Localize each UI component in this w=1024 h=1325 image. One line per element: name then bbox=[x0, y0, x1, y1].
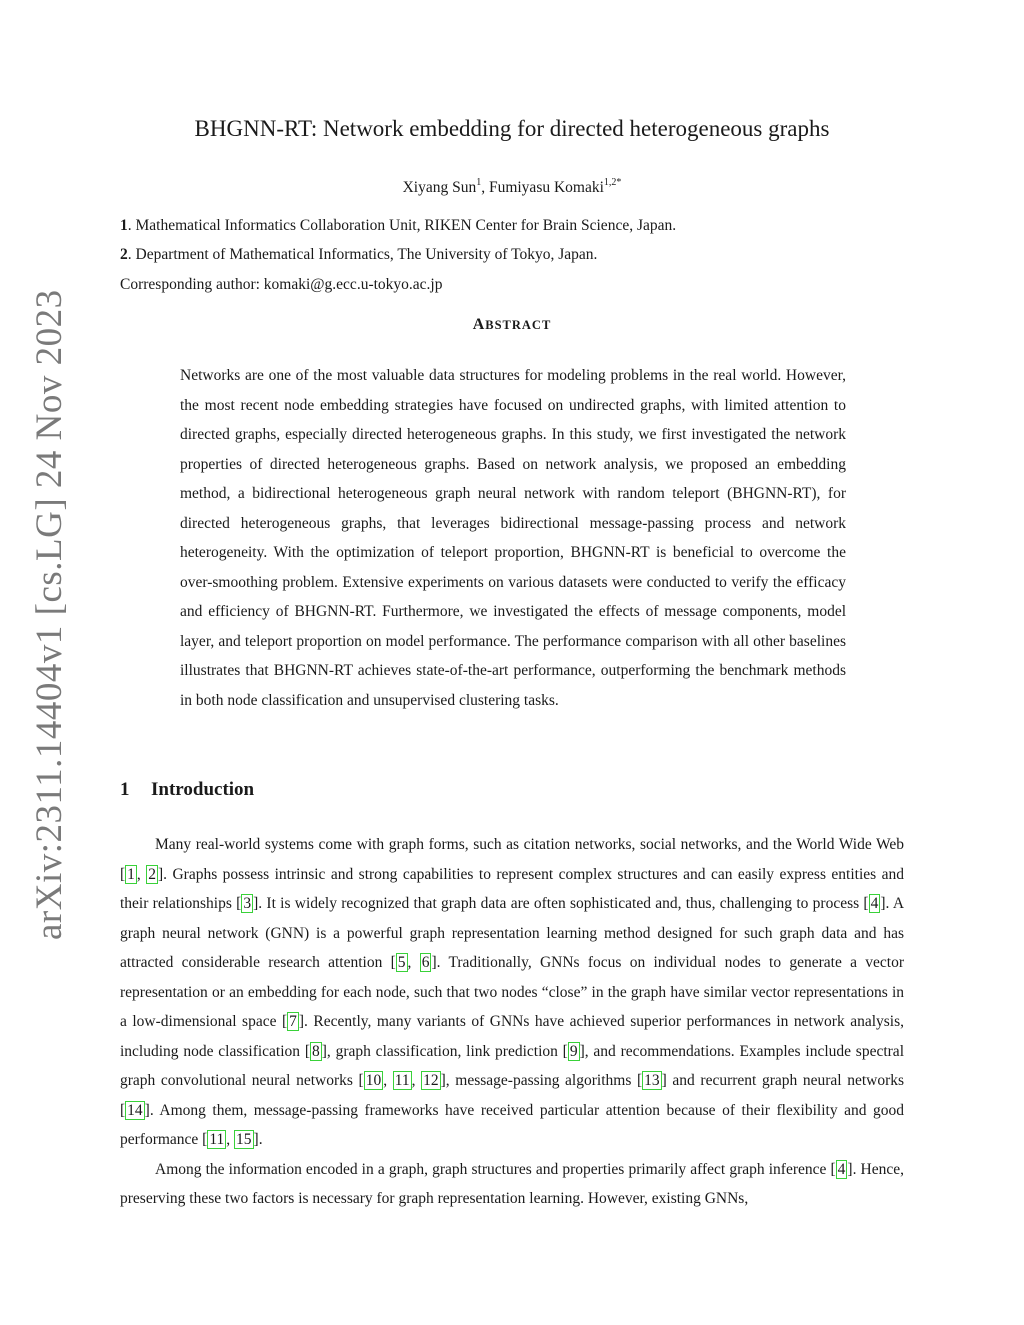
citation-link[interactable]: 2 bbox=[148, 865, 156, 883]
citation-link[interactable]: 14 bbox=[127, 1101, 143, 1119]
citation-link[interactable]: 4 bbox=[837, 1160, 846, 1178]
text-run: ]. Hence, preserving these two factors is necessary for graph representation learning. However, existing GNNs, bbox=[120, 1160, 905, 1207]
section-title: Introduction bbox=[151, 779, 255, 800]
text-run: ], graph classification, link prediction [ bbox=[321, 1042, 568, 1060]
abstract-text: Networks are one of the most valuable data structures for modeling problems in the real world. However, the most recent node embedding strategies have focused on undirected graphs, with limited attention to directed graphs, especially directed heterogeneous graphs. In this study, we first investigated the network properties of directed heterogeneous graphs. Based on network analysis, we proposed an embedding method, a bidirectional heterogeneous graph neural network with random teleport (BHGNN-RT), for directed heterogeneous graphs, that leverages bidirectional message-passing process and network heterogeneity. With the optimization of teleport proportion, BHGNN-RT is beneficial to overcome the over-smoothing problem. Extensive experiments on various datasets were conducted to verify the efficacy and efficiency of BHGNN-RT. Furthermore, we investigated the effects of message components, model layer, and teleport proportion on model performance. The performance comparison with all other baselines illustrates that BHGNN-RT achieves state-of-the-art performance, outperforming the benchmark methods in both node classification and unsupervised clustering tasks. bbox=[180, 367, 846, 709]
citation-link[interactable]: 11 bbox=[209, 1131, 225, 1148]
citation-link[interactable]: 10 bbox=[365, 1072, 382, 1089]
paragraph bbox=[120, 1155, 904, 1214]
corresponding-author: Corresponding author: komaki@g.ecc.u-tokyo.ac.jp bbox=[120, 276, 443, 293]
text-run: ]. Graphs possess intrinsic and strong capabilities to represent complex structures and can easily express entities and their relationships [ bbox=[120, 865, 904, 912]
text-run: , bbox=[411, 1072, 422, 1089]
text-run: , bbox=[226, 1131, 235, 1148]
citation-link[interactable]: 13 bbox=[644, 1072, 660, 1089]
affiliation-number: 2 bbox=[120, 246, 128, 263]
citation-link[interactable]: 12 bbox=[423, 1072, 439, 1089]
text-run: ]. bbox=[253, 1131, 263, 1148]
abstract-heading-rest: BSTRACT bbox=[485, 318, 552, 332]
author-name: Fumiyasu Komaki bbox=[488, 179, 604, 196]
citation-link[interactable]: 5 bbox=[397, 954, 406, 971]
citation-link[interactable]: 8 bbox=[312, 1042, 320, 1060]
section-heading bbox=[120, 779, 254, 801]
text-run: , bbox=[383, 1072, 393, 1089]
citation-link[interactable]: 7 bbox=[289, 1013, 297, 1030]
text-run: , bbox=[136, 865, 147, 883]
section-number: 1 bbox=[120, 779, 130, 800]
author-affiliation-mark: 1 bbox=[476, 177, 482, 188]
text-run: ]. Among them, message-passing frameworks have received particular attention because of their flexibility and good performance [ bbox=[120, 1101, 904, 1148]
affiliation-text: . Department of Mathematical Informatics, The University of Tokyo, Japan. bbox=[127, 246, 598, 263]
affiliation-2 bbox=[120, 246, 597, 264]
text-run: ] and recurrent graph neural networks [ bbox=[120, 1072, 905, 1119]
affiliation-number: 1 bbox=[120, 217, 128, 234]
citation-link[interactable]: 1 bbox=[127, 865, 135, 883]
text-run: ]. Traditionally, GNNs focus on individual nodes to generate a vector representation or an embedding for each node, such that two nodes “close” in the graph have similar vector representations in a low-dimensional space [ bbox=[120, 954, 904, 1030]
author-line bbox=[0, 177, 1024, 197]
citation-link[interactable]: 6 bbox=[421, 954, 430, 971]
author-affiliation-mark: 1,2* bbox=[603, 177, 622, 188]
affiliation-1 bbox=[120, 217, 676, 235]
citation-link[interactable]: 9 bbox=[569, 1042, 578, 1060]
citation-link[interactable]: 3 bbox=[243, 895, 252, 912]
text-run: Many real-world systems come with graph forms, such as citation networks, social networks, and the World Wide Web [ bbox=[120, 836, 904, 883]
text-run: , bbox=[407, 954, 420, 971]
abstract-heading-cap: A bbox=[472, 316, 486, 333]
text-run: ]. A graph neural network (GNN) is a powerful graph representation learning method designed for such graph data and has attracted considerable research attention [ bbox=[120, 895, 905, 971]
affiliation-text: . Mathematical Informatics Collaboration Unit, RIKEN Center for Brain Science, Japan. bbox=[127, 217, 677, 234]
citation-link[interactable]: 11 bbox=[394, 1072, 410, 1089]
arxiv-watermark: arXiv:2311.14404v1 [cs.LG] 24 Nov 2023 bbox=[29, 289, 70, 940]
citation-link[interactable]: 4 bbox=[870, 895, 879, 912]
author-separator: , bbox=[481, 179, 489, 196]
paragraph bbox=[120, 830, 904, 1155]
citation-link[interactable]: 15 bbox=[236, 1131, 252, 1148]
text-run: ], and recommendations. Examples include spectral graph convolutional neural networks [ bbox=[120, 1042, 904, 1089]
text-run: Among the information encoded in a graph, graph structures and properties primarily affect graph inference [ bbox=[155, 1160, 836, 1178]
text-run: ], message-passing algorithms [ bbox=[440, 1072, 643, 1089]
text-run: ]. Recently, many variants of GNNs have achieved superior performances in network analysis, including node classification [ bbox=[120, 1013, 905, 1060]
introduction-body bbox=[120, 830, 904, 1214]
author-name: Xiyang Sun bbox=[402, 179, 477, 196]
paper-title: BHGNN-RT: Network embedding for directed heterogeneous graphs bbox=[194, 116, 830, 141]
text-run: ]. It is widely recognized that graph data are often sophisticated and, thus, challenging to process [ bbox=[253, 895, 869, 912]
abstract-heading bbox=[0, 316, 1024, 334]
